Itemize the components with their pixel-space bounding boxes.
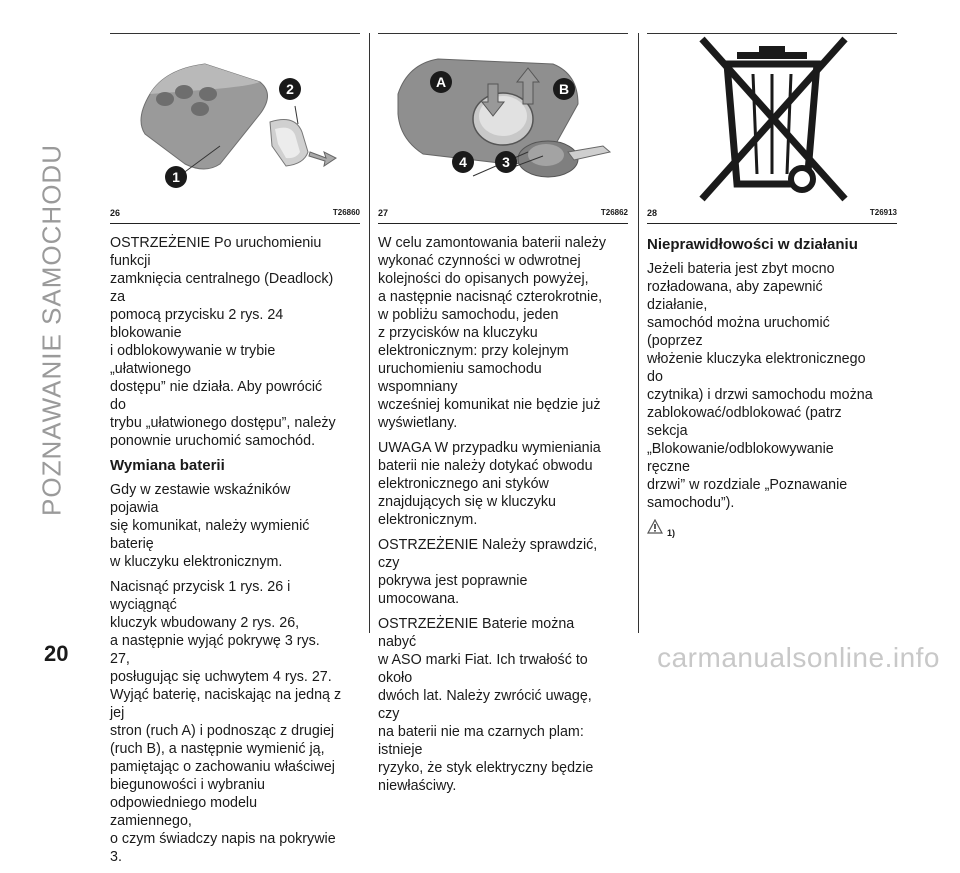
column-1-text xyxy=(110,234,342,873)
low-battery-paragraph: Jeżeli bateria jest zbyt mocno rozładowana, aby zapewnić działanie, samochód można uruchomić (poprzez włożenie kluczyka elektronicznego do czytnika) i drzwi samochodu można zablokować/odblokować (patrz sekcja „Blokowanie/odblokowywanie ręczne drzwi” w rozdziale „Poznawanie samochodu”). xyxy=(647,261,873,511)
column-separator xyxy=(638,33,639,633)
battery-install-paragraph: W celu zamontowania baterii należy wykonać czynności w odwrotnej kolejności do opisanych powyżej, a następnie nacisnąć czterokrotnie, w pobliżu samochodu, jeden z przycisków na kluczyku elektronicznym: przy kolejnym uruchomieniu samochodu wspomniany wcześniej komunikat nie będzie już wyświetlany. xyxy=(378,235,607,431)
chapter-side-title: POZNAWANIE SAMOCHODU xyxy=(36,144,67,516)
battery-message-paragraph: Gdy w zestawie wskaźników pojawia się komunikat, należy wymienić baterię w kluczyku elektronicznym. xyxy=(110,482,310,570)
figure-number: 27 xyxy=(378,208,389,218)
callout-B: B xyxy=(558,81,570,97)
circuit-note-paragraph: UWAGA W przypadku wymieniania baterii nie należy dotykać obwodu elektronicznego ani styków znajdujących się w kluczyku elektronicznym. xyxy=(378,440,601,528)
callout-2: 2 xyxy=(286,81,294,97)
battery-purchase-warning-paragraph: OSTRZEŻENIE Baterie można nabyć w ASO marki Fiat. Ich trwałość to około dwóch lat. Należy zwrócić uwagę, czy na baterii nie ma czarnych plam: istnieje ryzyko, że styk elektryczny będzie niewłaściwy. xyxy=(378,616,594,794)
callout-A: A xyxy=(435,74,447,90)
warning-reference xyxy=(647,519,879,542)
figure-code: T26862 xyxy=(600,208,628,217)
column-3-text xyxy=(647,234,879,542)
watermark: carmanualsonline.info xyxy=(657,642,940,673)
page-number: 20 xyxy=(44,641,69,666)
figure-26-key-card xyxy=(110,34,360,204)
column-2-text xyxy=(378,234,610,802)
column-separator xyxy=(369,33,370,633)
callout-1: 1 xyxy=(172,169,180,185)
figure-28-caption xyxy=(647,205,897,224)
figure-code: T26913 xyxy=(869,208,897,217)
figure-number: 26 xyxy=(110,208,121,218)
figure-27-caption xyxy=(378,205,628,224)
figure-code: T26860 xyxy=(332,208,360,217)
warning-reference-number: 1) xyxy=(667,528,676,538)
warning-triangle-icon xyxy=(647,519,663,534)
malfunctions-heading: Nieprawidłowości w działaniu xyxy=(647,236,858,253)
battery-removal-steps-paragraph: Nacisnąć przycisk 1 rys. 26 i wyciągnąć kluczyk wbudowany 2 rys. 26, a następnie wyjąć pokrywę 3 rys. 27, posługując się uchwytem 4 rys. 27. Wyjąć baterię, naciskając na jedną z jej stron (ruch A) i podnosząc z drugiej (ruch B), a następnie wymienić ją, pamiętając o zachowaniu właściwej biegunowości i wybraniu odpowiedniego modelu zamiennego, o czym świadczy napis na pokrywie 3. xyxy=(110,579,342,865)
figure-number: 28 xyxy=(647,208,658,218)
deadlock-warning-paragraph: OSTRZEŻENIE Po uruchomieniu funkcji zamknięcia centralnego (Deadlock) za pomocą przycisku 2 rys. 24 blokowanie i odblokowywanie w trybie „ułatwionego dostępu” nie działa. Aby powrócić do trybu „ułatwionego dostępu”, należy ponownie uruchomić samochód. xyxy=(110,235,336,449)
figure-27-battery-replacement xyxy=(378,34,628,204)
callout-3: 3 xyxy=(502,154,510,170)
figure-28-waste-bin-symbol xyxy=(647,34,897,204)
callout-4: 4 xyxy=(459,154,467,170)
figure-26-caption xyxy=(110,205,360,224)
cover-warning-paragraph: OSTRZEŻENIE Należy sprawdzić, czy pokrywa jest poprawnie umocowana. xyxy=(378,537,598,607)
battery-replacement-heading: Wymiana baterii xyxy=(110,457,225,474)
